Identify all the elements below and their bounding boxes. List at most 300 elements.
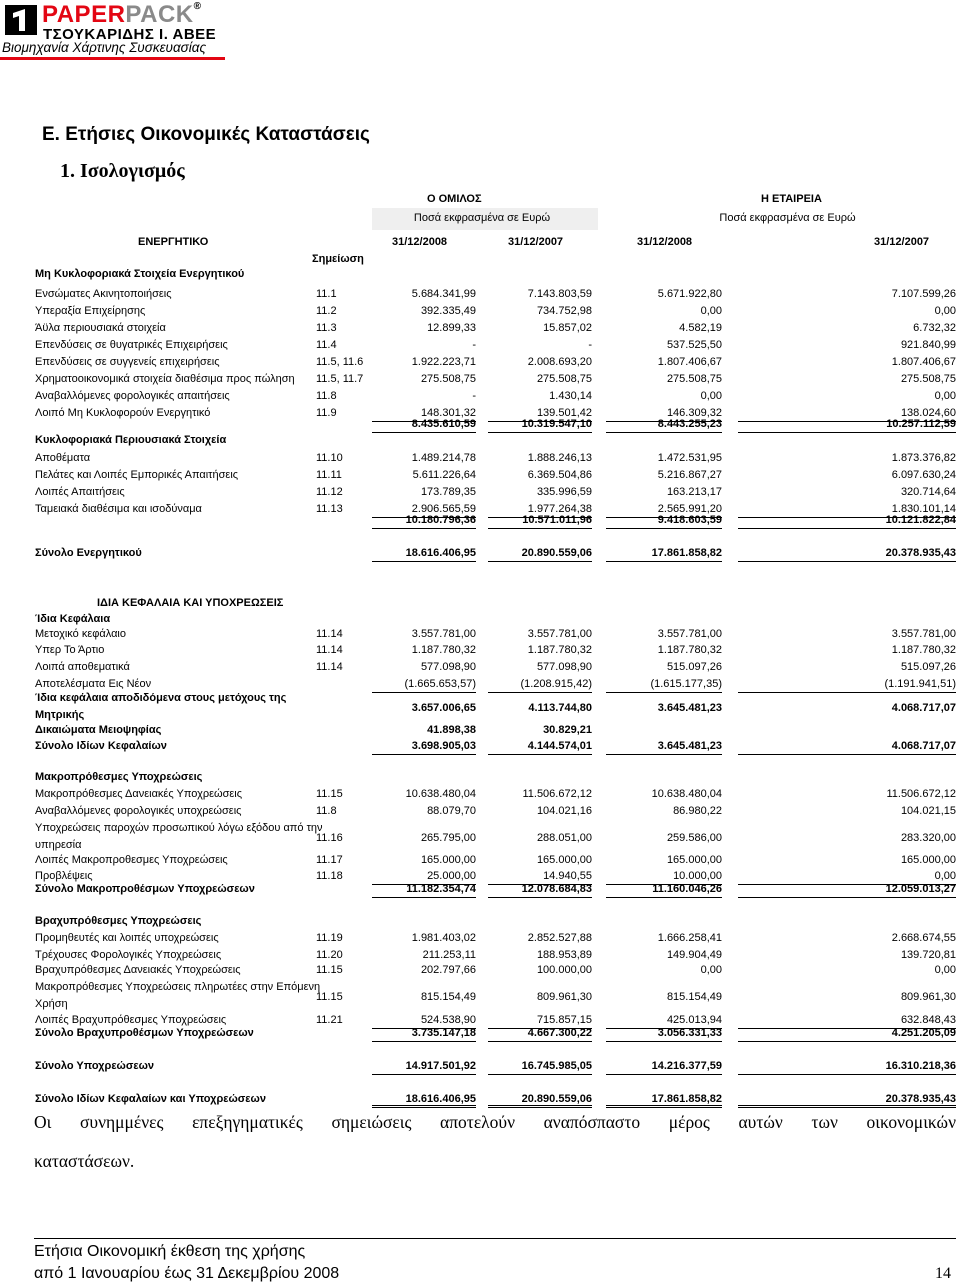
row-value-col-2: 2.852.527,88 — [527, 932, 592, 944]
table-row — [0, 337, 960, 354]
group-header: Ο ΟΜΙΛΟΣ — [427, 193, 482, 205]
group-currency-note: Ποσά εκφρασμένα σε Ευρώ — [413, 212, 551, 224]
row-value-col-2: 1.888.246,13 — [527, 452, 592, 464]
row-label: ΙΔΙΑ ΚΕΦΑΛΑΙΑ ΚΑΙ ΥΠΟΧΡΕΩΣΕΙΣ — [97, 597, 284, 609]
row-value-col-4: 11.506.672,12 — [886, 788, 956, 800]
row-value-col-1: 14.917.501,92 — [405, 1060, 476, 1072]
row-value-col-4: 0,00 — [934, 305, 956, 317]
cell-underline — [488, 1105, 592, 1108]
row-label: Σύνολο Βραχυπροθέσμων Υποχρεώσεων — [35, 1027, 254, 1039]
row-value-col-1: - — [472, 390, 476, 402]
row-value-col-4: 1.807.406,67 — [891, 356, 956, 368]
row-value-col-2: 16.745.985,05 — [521, 1060, 592, 1072]
row-label: Ενσώματες Ακινητοποιήσεις — [35, 288, 172, 300]
row-value-col-3: 14.216.377,59 — [651, 1060, 722, 1072]
row-note-ref: 11.5, 11.6 — [316, 356, 364, 368]
date-col-4: 31/12/2007 — [874, 236, 930, 248]
row-value-col-2: 11.506.672,12 — [522, 788, 592, 800]
assets-title: ΕΝΕΡΓΗΤΙΚΟ — [138, 236, 209, 248]
row-value-col-3: 1.666.258,41 — [657, 932, 722, 944]
table-row — [0, 722, 960, 739]
table-row — [0, 769, 960, 786]
table-row — [0, 738, 960, 755]
table-row — [0, 786, 960, 803]
row-value-col-1: 11.182.354,74 — [406, 883, 476, 895]
row-value-col-4: 0,00 — [934, 964, 956, 976]
row-note-ref: 11.16 — [316, 832, 343, 844]
row-value-col-4: 3.557.781,00 — [891, 628, 956, 640]
row-value-col-4: 809.961,30 — [900, 991, 956, 1003]
row-value-col-3: 815.154,49 — [666, 991, 722, 1003]
row-label: Βραχυπρόθεσμες Δανειακές Υποχρεώσεις — [35, 964, 241, 976]
row-value-col-1: 5.611.226,64 — [412, 469, 476, 481]
row-value-col-2: 12.078.684,83 — [521, 883, 592, 895]
table-row — [0, 286, 960, 303]
row-value-col-2: 715.857,15 — [536, 1014, 592, 1026]
logo-mark — [5, 5, 37, 35]
cell-underline — [488, 528, 592, 529]
row-label: Κυκλοφοριακά Περιουσιακά Στοιχεία — [35, 434, 227, 446]
table-row — [0, 930, 960, 947]
cell-underline — [372, 1041, 476, 1042]
row-value-col-2: 3.557.781,00 — [527, 628, 592, 640]
row-note-ref: 11.10 — [316, 452, 343, 464]
row-value-col-1: 10.638.480,04 — [405, 788, 476, 800]
company-currency-note: Ποσά εκφρασμένα σε Ευρώ — [719, 212, 856, 224]
row-value-col-2: 7.143.803,59 — [527, 288, 592, 300]
row-note-ref: 11.18 — [316, 870, 343, 882]
row-value-col-1: 88.079,70 — [427, 805, 476, 817]
table-row — [0, 690, 960, 724]
date-col-3: 31/12/2008 — [637, 236, 693, 248]
cell-underline — [488, 1074, 592, 1075]
row-value-col-2: 30.829,21 — [543, 724, 592, 736]
row-label: Βραχυπρόθεσμες Υποχρεώσεις — [35, 915, 202, 927]
row-value-col-1: 5.684.341,99 — [411, 288, 476, 300]
row-value-col-4: 515.097,26 — [900, 661, 956, 673]
footer-line-2: από 1 Ιανουαρίου έως 31 Δεκεμβρίου 2008 — [34, 1265, 340, 1282]
row-value-col-2: 10.319.547,10 — [521, 418, 592, 430]
row-value-col-2: 4.667.300,22 — [527, 1027, 592, 1039]
row-value-col-2: 1.430,14 — [549, 390, 592, 402]
row-value-col-1: 12.899,33 — [427, 322, 476, 334]
row-value-col-4: 4.068.717,07 — [891, 740, 956, 752]
row-label: Προμηθευτές και λοιπές υποχρεώσεις — [35, 932, 219, 944]
row-value-col-3: 4.582,19 — [679, 322, 722, 334]
row-value-col-2: 734.752,98 — [536, 305, 592, 317]
row-value-col-3: 3.645.481,23 — [657, 702, 722, 714]
row-note-ref: 11.14 — [316, 628, 343, 640]
row-value-col-2: 188.953,89 — [536, 949, 592, 961]
row-note-ref: 11.20 — [316, 949, 343, 961]
row-label: Σύνολο Υποχρεώσεων — [35, 1060, 154, 1072]
row-value-col-1: 8.435.610,59 — [411, 418, 476, 430]
table-row — [0, 371, 960, 388]
brand-part-pack: PACK — [125, 1, 194, 28]
row-value-col-2: 4.113.744,80 — [528, 702, 592, 714]
row-value-col-4: 20.378.935,43 — [885, 1093, 956, 1105]
footnote-end: καταστάσεων. — [34, 1151, 135, 1171]
row-value-col-3: 146.309,32 — [666, 407, 722, 419]
row-value-col-4: 1.187.780,32 — [891, 644, 956, 656]
row-value-col-2: (1.208.915,42) — [520, 678, 592, 690]
row-value-col-2: 14.940,55 — [543, 870, 592, 882]
row-label-continued: Χρήση — [35, 998, 68, 1010]
row-value-col-4: 275.508,75 — [900, 373, 956, 385]
row-value-col-3: 3.557.781,00 — [657, 628, 722, 640]
table-row — [0, 303, 960, 320]
row-value-col-4: 16.310.218,36 — [885, 1060, 956, 1072]
row-note-ref: 11.4 — [316, 339, 337, 351]
row-label: Τρέχουσες Φορολογικές Υποχρεώσεις — [35, 949, 222, 961]
row-value-col-3: 259.586,00 — [666, 832, 722, 844]
row-label: Αποθέματα — [35, 452, 91, 464]
cell-underline — [488, 754, 592, 755]
row-label: Λοιπές Απαιτήσεις — [35, 486, 125, 498]
row-value-col-2: 6.369.504,86 — [527, 469, 592, 481]
row-note-ref: 11.3 — [316, 322, 337, 334]
row-value-col-1: 165.000,00 — [420, 854, 476, 866]
row-note-ref: 11.19 — [316, 932, 343, 944]
row-value-col-1: 1.981.403,02 — [411, 932, 476, 944]
table-row — [0, 595, 960, 612]
table-row — [0, 416, 960, 433]
row-value-col-2: 1.977.264,38 — [527, 503, 592, 515]
row-label: Χρηματοοικονομικά στοιχεία διαθέσιμα προς πώληση — [35, 373, 295, 385]
logo-1-icon — [5, 5, 37, 35]
row-value-col-1: 1.489.214,78 — [411, 452, 476, 464]
cell-underline — [738, 754, 956, 755]
row-label: Υποχρεώσεις παροχών προσωπικού λόγω εξόδου από την — [35, 822, 323, 834]
page-number: 14 — [935, 1265, 951, 1282]
row-value-col-2: 288.051,00 — [536, 832, 592, 844]
table-row — [0, 626, 960, 643]
row-value-col-1: 3.657.006,65 — [411, 702, 476, 714]
table-row — [0, 467, 960, 484]
cell-underline — [372, 528, 476, 529]
row-value-col-3: 515.097,26 — [666, 661, 722, 673]
cell-underline — [738, 897, 956, 898]
row-label: Σύνολο Ιδίων Κεφαλαίων και Υποχρεώσεων — [35, 1093, 266, 1105]
row-value-col-4: 283.320,00 — [900, 832, 956, 844]
table-row — [0, 962, 960, 979]
row-label: Ίδια κεφάλαια αποδιδόμενα στους μετόχους της — [35, 692, 287, 704]
row-note-ref: 11.15 — [316, 964, 343, 976]
cell-underline — [606, 754, 722, 755]
row-value-col-1: 25.000,00 — [427, 870, 476, 882]
cell-underline — [738, 561, 956, 562]
company-header: Η ΕΤΑΙΡΕΙΑ — [761, 193, 822, 205]
row-value-col-1: 3.735.147,18 — [411, 1027, 476, 1039]
row-value-col-3: 11.160.046,26 — [652, 883, 722, 895]
table-row — [0, 484, 960, 501]
row-note-ref: 11.17 — [316, 854, 343, 866]
cell-underline — [606, 897, 722, 898]
table-row — [0, 388, 960, 405]
row-label: Μακροπρόθεσμες Δανειακές Υποχρεώσεις — [35, 788, 243, 800]
row-value-col-4: 921.840,99 — [900, 339, 956, 351]
row-value-col-1: 392.335,49 — [420, 305, 476, 317]
row-value-col-3: 425.013,94 — [666, 1014, 722, 1026]
row-value-col-1: 2.906.565,59 — [411, 503, 476, 515]
row-value-col-4: 6.732,32 — [913, 322, 956, 334]
row-value-col-3: 0,00 — [700, 390, 722, 402]
row-note-ref: 11.13 — [316, 503, 343, 515]
row-value-col-2: 335.996,59 — [536, 486, 592, 498]
row-value-col-3: 3.056.331,33 — [657, 1027, 722, 1039]
table-row — [0, 803, 960, 820]
section-title: Ε. Ετήσιες Οικονομικές Καταστάσεις — [42, 124, 370, 145]
row-value-col-2: 2.008.693,20 — [527, 356, 592, 368]
row-note-ref: 11.21 — [316, 1014, 343, 1026]
row-value-col-4: 1.873.376,82 — [891, 452, 956, 464]
row-label: Μακροπρόθεσμες Υποχρεώσεις πληρωτέες στην Επόμενη — [35, 981, 321, 993]
row-label: Υπεραξία Επιχείρησης — [35, 305, 146, 317]
row-value-col-4: 632.848,43 — [900, 1014, 956, 1026]
cell-underline — [372, 897, 476, 898]
cell-underline — [738, 1105, 956, 1108]
cell-underline — [372, 561, 476, 562]
table-row — [0, 881, 960, 898]
row-label: Αναβαλλόμενες φορολογικές απαιτήσεις — [35, 390, 230, 402]
row-value-col-3: 5.671.922,80 — [657, 288, 722, 300]
row-value-col-4: 138.024,60 — [900, 407, 956, 419]
row-value-col-3: 10.000,00 — [673, 870, 722, 882]
row-value-col-4: 1.830.101,14 — [891, 503, 956, 515]
row-value-col-1: 524.538,90 — [420, 1014, 476, 1026]
row-value-col-4: 0,00 — [934, 390, 956, 402]
row-value-col-4: 12.059.013,27 — [885, 883, 956, 895]
cell-underline — [738, 528, 956, 529]
row-note-ref: 11.15 — [316, 991, 343, 1003]
table-row — [0, 432, 960, 449]
cell-underline — [372, 1105, 476, 1108]
row-value-col-2: 1.187.780,32 — [527, 644, 592, 656]
row-value-col-4: 10.257.112,59 — [886, 418, 956, 430]
table-row — [0, 852, 960, 869]
row-label: Προβλέψεις — [35, 870, 93, 882]
row-note-ref: 11.1 — [316, 288, 337, 300]
row-note-ref: 11.8 — [316, 390, 337, 402]
row-label: Λοιπές Μακροπροθεσμες Υποχρεώσεις — [35, 854, 228, 866]
row-label: Επενδύσεις σε συγγενείς επιχειρήσεις — [35, 356, 220, 368]
table-row — [0, 913, 960, 930]
row-value-col-3: 275.508,75 — [666, 373, 722, 385]
row-value-col-3: 2.565.991,20 — [657, 503, 722, 515]
row-value-col-2: 577.098,90 — [536, 661, 592, 673]
brand-wordmark — [42, 1, 202, 29]
row-note-ref: 11.5, 11.7 — [316, 373, 364, 385]
table-row — [0, 659, 960, 676]
cell-underline — [372, 1074, 476, 1075]
footnote: Οι συνημμένες επεξηγηματικές σημειώσεις αποτελούν αναπόσπαστο μέρος αυτών των οικονομικών — [34, 1112, 956, 1132]
row-value-col-3: 0,00 — [700, 964, 722, 976]
row-value-col-3: 1.807.406,67 — [657, 356, 722, 368]
row-value-col-4: 4.251.205,09 — [891, 1027, 956, 1039]
row-value-col-3: 537.525,50 — [666, 339, 722, 351]
row-value-col-2: - — [588, 339, 592, 351]
row-label: Υπερ Το Άρτιο — [35, 644, 105, 656]
cell-underline — [738, 1074, 956, 1075]
row-value-col-1: 18.616.406,95 — [405, 547, 476, 559]
row-value-col-2: 4.144.574,01 — [527, 740, 592, 752]
row-label: Δικαιώματα Μειοψηφίας — [35, 724, 162, 736]
row-value-col-2: 809.961,30 — [536, 991, 592, 1003]
row-value-col-4: 139.720,81 — [900, 949, 956, 961]
table-row — [0, 820, 960, 854]
row-value-col-1: 10.180.796,36 — [405, 514, 476, 526]
row-label: Μετοχικό κεφάλαιο — [35, 628, 126, 640]
row-value-col-1: 18.616.406,95 — [405, 1093, 476, 1105]
row-value-col-1: 1.187.780,32 — [411, 644, 476, 656]
table-row — [0, 320, 960, 337]
row-note-ref: 11.8 — [316, 805, 337, 817]
cell-underline — [606, 528, 722, 529]
row-value-col-3: (1.615.177,35) — [650, 678, 722, 690]
row-label: Αναβαλλόμενες φορολογικές υποχρεώσεις — [35, 805, 242, 817]
row-label: Σύνολο Ενεργητικού — [35, 547, 142, 559]
row-value-col-4: 6.097.630,24 — [891, 469, 956, 481]
table-row — [0, 354, 960, 371]
brand-part-paper: PAPER — [42, 1, 126, 28]
row-value-col-3: 86.980,22 — [673, 805, 722, 817]
row-value-col-2: 275.508,75 — [536, 373, 592, 385]
row-label: Μακροπρόθεσμες Υποχρεώσεις — [35, 771, 203, 783]
row-label-continued: υπηρεσία — [35, 839, 82, 851]
registered-mark: ® — [193, 1, 202, 12]
row-note-ref: 11.2 — [316, 305, 337, 317]
table-row — [0, 266, 960, 283]
row-value-col-3: 3.645.481,23 — [657, 740, 722, 752]
row-label: Σύνολο Ιδίων Κεφαλαίων — [35, 740, 167, 752]
row-label-continued: Μητρικής — [35, 709, 85, 721]
header-rule — [0, 57, 225, 60]
table-row — [0, 1058, 960, 1075]
note-column-header: Σημείωση — [312, 253, 364, 265]
row-value-col-1: 265.795,00 — [420, 832, 476, 844]
row-value-col-1: 815.154,49 — [420, 991, 476, 1003]
table-row — [0, 979, 960, 1013]
cell-underline — [488, 561, 592, 562]
row-value-col-4: 7.107.599,26 — [891, 288, 956, 300]
row-value-col-1: 173.789,35 — [420, 486, 476, 498]
row-label: Ίδια Κεφάλαια — [35, 613, 111, 625]
row-value-col-3: 8.443.255,23 — [657, 418, 722, 430]
table-row — [0, 450, 960, 467]
row-label: Αποτελέσματα Εις Νέον — [35, 678, 152, 690]
date-col-1: 31/12/2008 — [392, 236, 448, 248]
cell-underline — [488, 1041, 592, 1042]
table-row — [0, 512, 960, 529]
row-label: Πελάτες και Λοιπές Εμπορικές Απαιτήσεις — [35, 469, 239, 481]
row-value-col-1: 3.698.905,03 — [411, 740, 476, 752]
date-col-2: 31/12/2007 — [508, 236, 564, 248]
row-value-col-2: 15.857,02 — [543, 322, 592, 334]
cell-underline — [606, 1105, 722, 1108]
row-note-ref: 11.11 — [316, 469, 342, 481]
row-note-ref: 11.12 — [316, 486, 343, 498]
row-label: Λοιπά αποθεματικά — [35, 661, 130, 673]
row-value-col-1: 211.253,11 — [422, 949, 476, 961]
row-value-col-3: 5.216.867,27 — [657, 469, 722, 481]
row-value-col-1: 148.301,32 — [420, 407, 476, 419]
row-value-col-1: - — [472, 339, 476, 351]
row-value-col-4: 0,00 — [934, 870, 956, 882]
table-row — [0, 1091, 960, 1108]
row-value-col-1: 202.797,66 — [420, 964, 476, 976]
row-label: Ταμειακά διαθέσιμα και ισοδύναμα — [35, 503, 202, 515]
footer-line-1: Ετήσια Οικονομική έκθεση της χρήσης — [34, 1243, 306, 1260]
row-note-ref: 11.15 — [316, 788, 343, 800]
row-value-col-2: 100.000,00 — [536, 964, 592, 976]
table-row — [0, 642, 960, 659]
row-value-col-3: 9.418.603,59 — [657, 514, 722, 526]
row-value-col-3: 1.187.780,32 — [657, 644, 722, 656]
row-note-ref: 11.14 — [316, 661, 343, 673]
company-name: ΤΣΟΥΚΑΡΙΔΗΣ Ι. ΑΒΕΕ — [43, 26, 217, 43]
cell-underline — [372, 754, 476, 755]
row-value-col-3: 17.861.858,82 — [651, 547, 722, 559]
row-value-col-1: (1.665.653,57) — [404, 678, 476, 690]
row-value-col-4: (1.191.941,51) — [884, 678, 956, 690]
row-value-col-1: 3.557.781,00 — [411, 628, 476, 640]
footer-rule — [34, 1238, 956, 1239]
row-value-col-2: 20.890.559,06 — [521, 1093, 592, 1105]
row-value-col-3: 10.638.480,04 — [651, 788, 722, 800]
cell-underline — [488, 897, 592, 898]
row-value-col-3: 17.861.858,82 — [651, 1093, 722, 1105]
row-value-col-4: 4.068.717,07 — [891, 702, 956, 714]
row-note-ref: 11.14 — [316, 644, 343, 656]
subsection-title: 1. Ισολογισμός — [60, 160, 185, 182]
cell-underline — [606, 1074, 722, 1075]
row-value-col-4: 165.000,00 — [900, 854, 956, 866]
row-value-col-3: 165.000,00 — [666, 854, 722, 866]
company-tagline: Βιομηχανία Χάρτινης Συσκευασίας — [2, 40, 207, 55]
row-value-col-2: 20.890.559,06 — [521, 547, 592, 559]
row-value-col-1: 577.098,90 — [420, 661, 476, 673]
row-value-col-3: 149.904,49 — [666, 949, 722, 961]
row-label: Μη Κυκλοφοριακά Στοιχεία Ενεργητικού — [35, 268, 245, 280]
row-value-col-2: 139.501,42 — [536, 407, 592, 419]
row-note-ref: 11.9 — [316, 407, 337, 419]
row-value-col-4: 2.668.674,55 — [891, 932, 956, 944]
row-value-col-3: 1.472.531,95 — [657, 452, 722, 464]
row-value-col-3: 163.213,17 — [666, 486, 722, 498]
row-value-col-4: 10.121.822,84 — [885, 514, 956, 526]
table-row — [0, 1025, 960, 1042]
row-value-col-2: 104.021,16 — [536, 805, 592, 817]
row-value-col-1: 41.898,38 — [427, 724, 476, 736]
cell-underline — [606, 561, 722, 562]
row-value-col-4: 20.378.935,43 — [885, 547, 956, 559]
row-value-col-2: 10.571.011,96 — [522, 514, 592, 526]
row-label: Λοιπές Βραχυπρόθεσμες Υποχρεώσεις — [35, 1014, 227, 1026]
row-value-col-1: 1.922.223,71 — [411, 356, 476, 368]
row-value-col-4: 320.714,64 — [900, 486, 956, 498]
row-value-col-2: 165.000,00 — [536, 854, 592, 866]
row-label: Επενδύσεις σε θυγατρικές Επιχειρήσεις — [35, 339, 228, 351]
row-value-col-3: 0,00 — [700, 305, 722, 317]
row-label: Σύνολο Μακροπροθέσμων Υποχρεώσεων — [35, 883, 255, 895]
row-label: Άϋλα περιουσιακά στοιχεία — [35, 322, 166, 334]
row-value-col-4: 104.021,15 — [900, 805, 956, 817]
row-label: Λοιπό Μη Κυκλοφορούν Ενεργητικό — [35, 407, 211, 419]
table-row — [0, 545, 960, 562]
cell-underline — [606, 1041, 722, 1042]
row-value-col-1: 275.508,75 — [420, 373, 476, 385]
cell-underline — [738, 1041, 956, 1042]
